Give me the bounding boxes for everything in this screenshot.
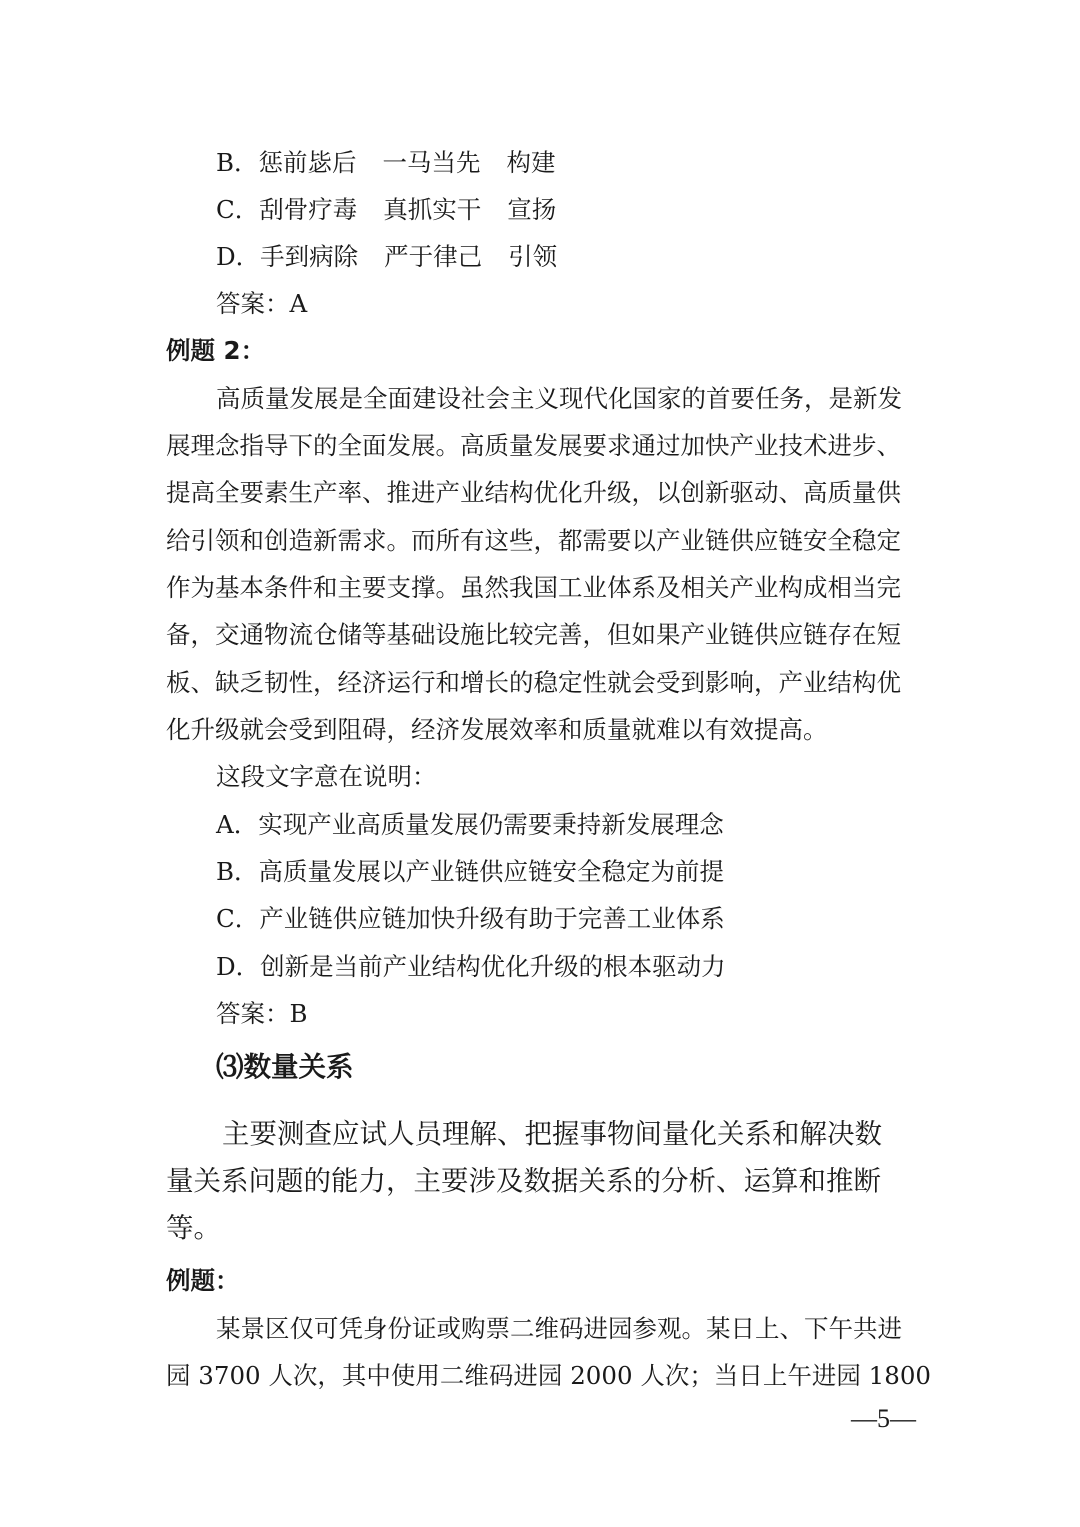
- q2-passage-line: 展理念指导下的全面发展。高质量发展要求通过加快产业技术进步、: [166, 431, 901, 460]
- q3-passage-line: 园 3700 人次，其中使用二维码进园 2000 人次；当日上午进园 1800: [166, 1361, 931, 1390]
- q2-passage-line: 备，交通物流仓储等基础设施比较完善，但如果产业链供应链存在短: [166, 620, 901, 649]
- q2-option-c: C．产业链供应链加快升级有助于完善工业体系: [216, 904, 725, 933]
- section-description-line: 等。: [166, 1212, 221, 1244]
- q2-passage-line: 板、缺乏韧性，经济运行和增长的稳定性就会受到影响，产业结构优: [166, 668, 901, 697]
- section-title: ⑶数量关系: [216, 1051, 354, 1083]
- page-number: —5—: [851, 1404, 916, 1433]
- q1-option-c: C．刮骨疗毒 真抓实干 宣扬: [216, 195, 557, 224]
- q1-option-b: B．惩前毖后 一马当先 构建: [216, 148, 556, 177]
- q2-option-d: D．创新是当前产业结构优化升级的根本驱动力: [216, 952, 726, 981]
- q1-option-d: D．手到病除 严于律己 引领: [216, 242, 558, 271]
- q2-heading: 例题 2：: [166, 336, 266, 365]
- section-description-line: 量关系问题的能力，主要涉及数据关系的分析、运算和推断: [166, 1165, 881, 1197]
- q2-option-b: B．高质量发展以产业链供应链安全稳定为前提: [216, 857, 725, 886]
- q3-passage-line: 某景区仅可凭身份证或购票二维码进园参观。某日上、下午共进: [216, 1314, 902, 1343]
- q1-answer: 答案：A: [216, 289, 308, 318]
- q2-question: 这段文字意在说明：: [216, 762, 437, 791]
- q2-passage-line: 高质量发展是全面建设社会主义现代化国家的首要任务，是新发: [216, 384, 902, 413]
- q2-passage-line: 给引领和创造新需求。而所有这些，都需要以产业链供应链安全稳定: [166, 526, 901, 555]
- q2-passage-line: 提高全要素生产率、推进产业结构优化升级，以创新驱动、高质量供: [166, 478, 901, 507]
- q2-passage-line: 作为基本条件和主要支撑。虽然我国工业体系及相关产业构成相当完: [166, 573, 901, 602]
- q2-passage-line: 化升级就会受到阻碍，经济发展效率和质量就难以有效提高。: [166, 715, 828, 744]
- q3-heading: 例题：: [166, 1266, 240, 1295]
- q2-answer: 答案：B: [216, 999, 308, 1028]
- section-description-line: 主要测查应试人员理解、把握事物间量化关系和解决数: [222, 1118, 882, 1150]
- q2-option-a: A．实现产业高质量发展仍需要秉持新发展理念: [216, 810, 724, 839]
